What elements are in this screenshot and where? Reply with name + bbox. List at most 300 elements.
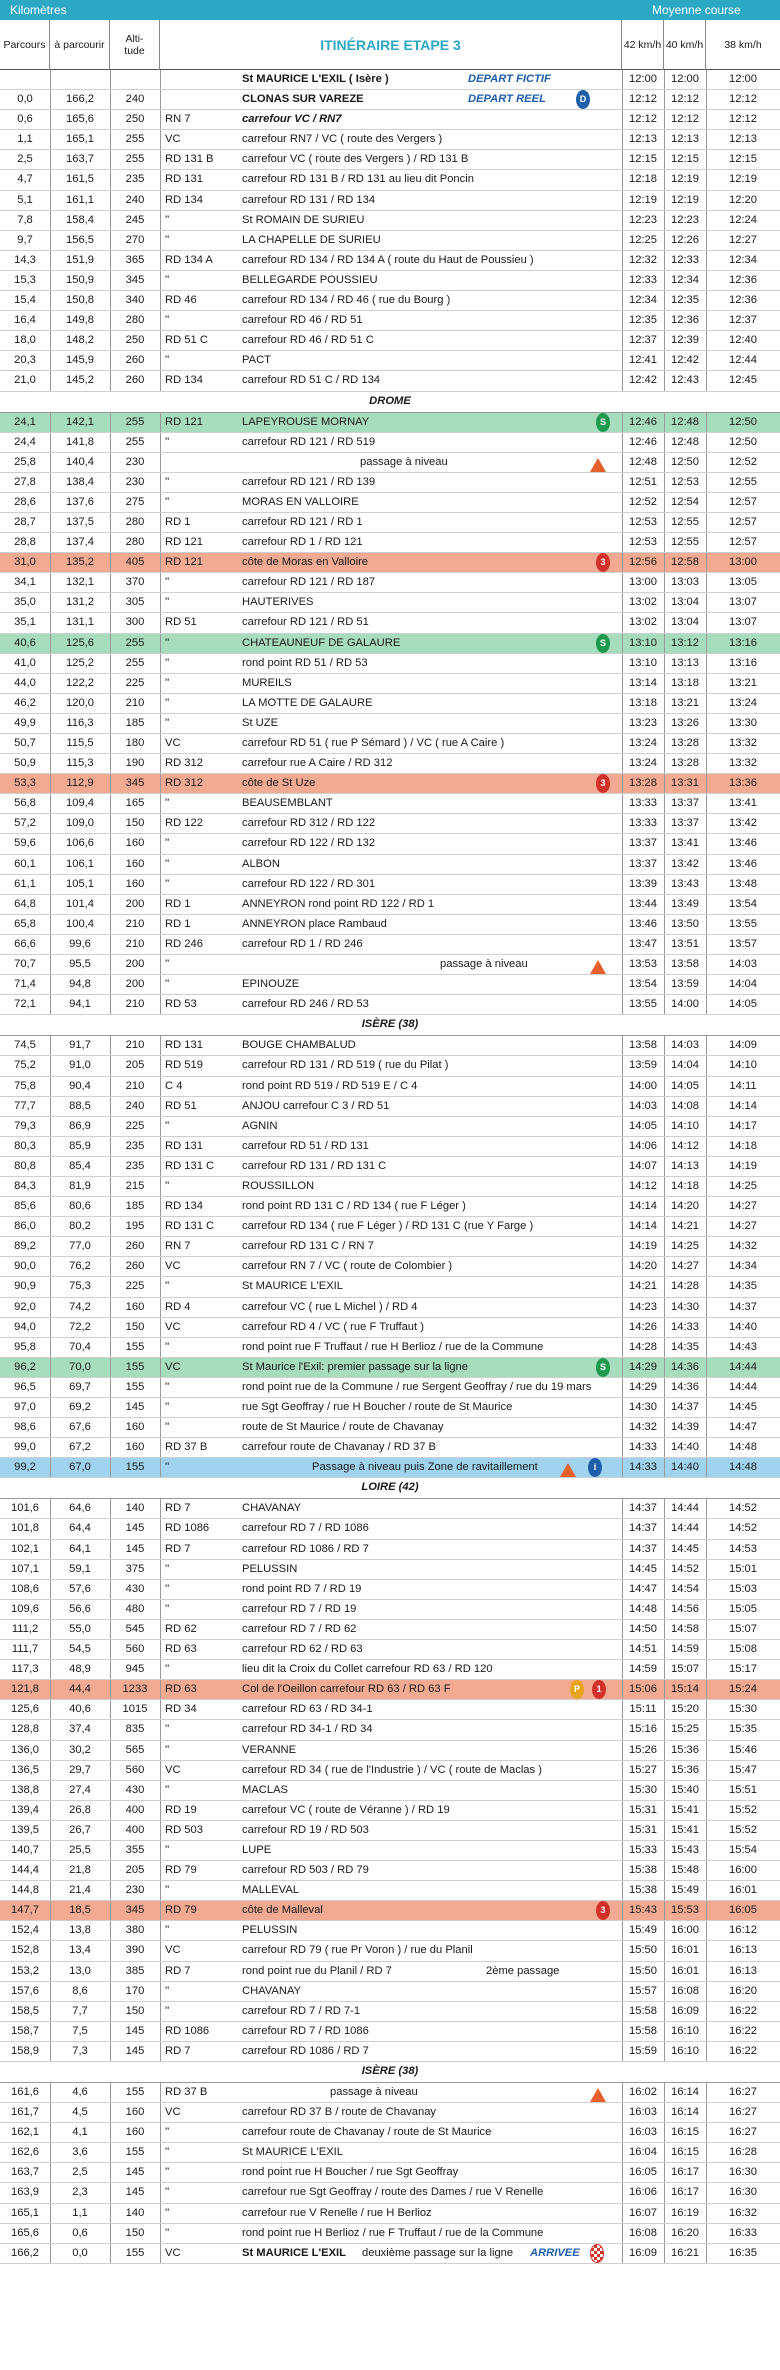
road: RD 131 C — [165, 1220, 215, 1233]
altitude: 945 — [125, 1663, 145, 1676]
column-divider — [160, 150, 161, 169]
table-row — [0, 1137, 780, 1157]
table-row — [0, 1540, 780, 1560]
km-remaining: 106,1 — [66, 857, 94, 870]
column-divider — [622, 1720, 623, 1739]
column-divider — [622, 2183, 623, 2202]
column-divider — [664, 694, 665, 713]
km-covered: 4,7 — [17, 173, 33, 186]
km-remaining: 131,1 — [66, 616, 94, 629]
km-remaining: 156,5 — [66, 233, 94, 246]
km-covered: 165,6 — [11, 2226, 39, 2239]
km-covered: 7,8 — [17, 213, 33, 226]
time-40: 14:28 — [671, 1280, 699, 1293]
column-divider — [622, 1982, 623, 2001]
column-divider — [50, 251, 51, 270]
location: carrefour RD 7 / RD 1086 — [242, 1522, 369, 1535]
road: RD 134 — [165, 1200, 203, 1213]
column-divider — [622, 1620, 623, 1639]
altitude: 370 — [125, 576, 145, 589]
km-remaining: 7,3 — [72, 2044, 88, 2057]
time-42: 13:47 — [629, 937, 657, 950]
time-38: 13:30 — [729, 716, 757, 729]
km-covered: 49,9 — [14, 716, 36, 729]
column-divider — [160, 1197, 161, 1216]
column-divider — [160, 794, 161, 813]
column-divider — [664, 1680, 665, 1699]
time-40: 12:54 — [671, 495, 699, 508]
location: EPINOUZE — [242, 978, 300, 991]
time-38: 14:40 — [729, 1320, 757, 1333]
road: '' — [165, 576, 170, 589]
column-divider — [706, 513, 707, 532]
km-remaining: 101,4 — [66, 897, 94, 910]
column-divider — [622, 1841, 623, 1860]
km-covered: 85,6 — [14, 1200, 36, 1213]
column-divider — [664, 1237, 665, 1256]
km-covered: 139,5 — [11, 1823, 39, 1836]
altitude: 230 — [125, 455, 145, 468]
time-40: 14:05 — [671, 1079, 699, 1092]
road: '' — [165, 1179, 170, 1192]
col-a-parcourir: à parcourir — [50, 20, 110, 70]
row-tag: ARRIVEE — [530, 2246, 580, 2259]
column-divider — [622, 1217, 623, 1236]
time-38: 12:57 — [729, 495, 757, 508]
table-row — [0, 2002, 780, 2022]
column-divider — [664, 1660, 665, 1679]
time-38: 16:30 — [729, 2186, 757, 2199]
time-42: 12:51 — [629, 475, 657, 488]
road: RD 503 — [165, 1823, 203, 1836]
time-40: 16:10 — [671, 2024, 699, 2037]
column-divider — [160, 995, 161, 1014]
table-row — [0, 2204, 780, 2224]
time-42: 15:27 — [629, 1763, 657, 1776]
column-divider — [622, 1861, 623, 1880]
location: carrefour RN 7 / VC ( route de Colombier ) — [242, 1260, 453, 1273]
altitude: 345 — [125, 273, 145, 286]
road: '' — [165, 213, 170, 226]
km-remaining: 145,9 — [66, 354, 94, 367]
road: RD 1 — [165, 897, 191, 910]
column-divider — [50, 995, 51, 1014]
location: carrefour RD 79 ( rue Pr Voron ) / rue du Planil — [242, 1944, 473, 1957]
table-row — [0, 634, 780, 654]
column-divider — [706, 694, 707, 713]
location: carrefour RD 131 / RD 134 — [242, 193, 376, 206]
time-40: 14:04 — [671, 1059, 699, 1072]
column-divider — [160, 593, 161, 612]
time-38: 13:42 — [729, 817, 757, 830]
location: carrefour RD 134 / RD 134 A ( route du Haut de Poussieu ) — [242, 253, 534, 266]
column-divider — [622, 1741, 623, 1760]
column-divider — [706, 593, 707, 612]
column-divider — [110, 1036, 111, 1055]
road: RD 312 — [165, 757, 203, 770]
column-divider — [110, 513, 111, 532]
column-divider — [664, 211, 665, 230]
column-divider — [706, 211, 707, 230]
column-divider — [110, 211, 111, 230]
table-row — [0, 2143, 780, 2163]
column-divider — [160, 1398, 161, 1417]
column-divider — [622, 1338, 623, 1357]
column-divider — [664, 513, 665, 532]
table-row — [0, 2083, 780, 2103]
column-divider — [110, 1861, 111, 1880]
column-divider — [664, 774, 665, 793]
time-40: 12:55 — [671, 536, 699, 549]
column-divider — [706, 794, 707, 813]
location: ANNEYRON place Rambaud — [242, 917, 387, 930]
km-remaining: 137,6 — [66, 495, 94, 508]
column-divider — [110, 734, 111, 753]
column-divider — [160, 2163, 161, 2182]
km-remaining: 56,6 — [69, 1602, 91, 1615]
column-divider — [706, 553, 707, 572]
column-divider — [160, 1821, 161, 1840]
time-42: 12:46 — [629, 415, 657, 428]
table-row — [0, 1781, 780, 1801]
column-divider — [706, 1901, 707, 1920]
row-note: passage à niveau — [360, 455, 448, 468]
column-divider — [50, 2123, 51, 2142]
km-remaining: 131,2 — [66, 596, 94, 609]
road: '' — [165, 1421, 170, 1434]
column-divider — [160, 331, 161, 350]
time-38: 16:22 — [729, 2004, 757, 2017]
km-remaining: 137,5 — [66, 515, 94, 528]
time-38: 14:32 — [729, 1240, 757, 1253]
column-divider — [160, 1921, 161, 1940]
altitude: 355 — [125, 1843, 145, 1856]
time-42: 15:49 — [629, 1924, 657, 1937]
column-divider — [160, 2103, 161, 2122]
km-remaining: 150,9 — [66, 273, 94, 286]
km-remaining: 112,9 — [66, 777, 94, 790]
column-divider — [706, 2244, 707, 2263]
km-remaining: 115,3 — [66, 757, 94, 770]
km-remaining: 80,6 — [69, 1200, 91, 1213]
altitude: 365 — [125, 253, 145, 266]
column-divider — [50, 855, 51, 874]
road: '' — [165, 1461, 170, 1474]
km-covered: 92,0 — [14, 1300, 36, 1313]
column-divider — [160, 1861, 161, 1880]
km-covered: 84,3 — [14, 1179, 36, 1192]
table-row — [0, 311, 780, 331]
column-divider — [50, 1821, 51, 1840]
location: Col de l'Oeillon carrefour RD 63 / RD 63 F — [242, 1683, 451, 1696]
column-divider — [622, 1378, 623, 1397]
road: VC — [165, 1763, 181, 1776]
level-crossing-warning-icon — [590, 2083, 606, 2102]
column-divider — [706, 1600, 707, 1619]
column-divider — [50, 513, 51, 532]
altitude: 200 — [125, 897, 145, 910]
time-42: 14:23 — [629, 1300, 657, 1313]
location: carrefour RD 312 / RD 122 — [242, 817, 376, 830]
road: RD 131 — [165, 1139, 203, 1152]
time-40: 13:28 — [671, 757, 699, 770]
km-covered: 163,9 — [11, 2186, 39, 2199]
altitude: 240 — [125, 1099, 145, 1112]
km-covered: 56,8 — [14, 797, 36, 810]
column-divider — [110, 1318, 111, 1337]
column-divider — [664, 855, 665, 874]
altitude: 255 — [125, 415, 145, 428]
time-40: 16:14 — [671, 2106, 699, 2119]
column-divider — [160, 2022, 161, 2041]
column-divider — [664, 251, 665, 270]
column-divider — [706, 1580, 707, 1599]
altitude: 205 — [125, 1059, 145, 1072]
column-divider — [50, 1941, 51, 1960]
column-divider — [622, 694, 623, 713]
table-row — [0, 70, 780, 90]
column-divider — [664, 714, 665, 733]
column-divider — [706, 754, 707, 773]
time-40: 14:45 — [671, 1542, 699, 1555]
km-covered: 24,4 — [14, 435, 36, 448]
altitude: 140 — [125, 1502, 145, 1515]
column-divider — [110, 834, 111, 853]
column-divider — [50, 311, 51, 330]
km-remaining: 74,2 — [69, 1300, 91, 1313]
road: VC — [165, 737, 181, 749]
km-covered: 24,1 — [14, 415, 36, 428]
column-divider — [160, 110, 161, 129]
road: RD 34 — [165, 1703, 197, 1716]
column-divider — [622, 1941, 623, 1960]
table-row — [0, 1881, 780, 1901]
time-38: 12:36 — [729, 273, 757, 286]
time-40: 12:48 — [671, 415, 699, 428]
km-remaining: 7,5 — [72, 2024, 88, 2037]
column-divider — [50, 794, 51, 813]
time-38: 16:35 — [729, 2246, 757, 2259]
column-divider — [50, 1157, 51, 1176]
time-40: 14:20 — [671, 1200, 699, 1213]
column-divider — [50, 1801, 51, 1820]
time-40: 14:18 — [671, 1179, 699, 1192]
table-row — [0, 533, 780, 553]
time-42: 12:15 — [629, 153, 657, 166]
column-divider — [664, 1962, 665, 1981]
column-divider — [50, 1720, 51, 1739]
time-38: 13:00 — [729, 556, 757, 569]
table-row — [0, 1761, 780, 1781]
altitude: 235 — [125, 173, 145, 186]
column-divider — [706, 351, 707, 370]
road: '' — [165, 1723, 170, 1736]
column-divider — [160, 634, 161, 653]
time-38: 16:27 — [729, 2126, 757, 2139]
column-divider — [160, 875, 161, 894]
km-covered: 99,2 — [14, 1461, 36, 1474]
column-divider — [110, 1177, 111, 1196]
time-38: 14:37 — [729, 1300, 757, 1313]
time-38: 15:35 — [729, 1723, 757, 1736]
column-divider — [160, 1157, 161, 1176]
location: carrefour RD 1 / RD 121 — [242, 536, 363, 549]
km-covered: 1,1 — [17, 133, 33, 146]
time-38: 14:48 — [729, 1441, 757, 1454]
table-row — [0, 513, 780, 533]
climb-cat3-icon: 3 — [596, 553, 610, 572]
column-divider — [664, 1540, 665, 1559]
road: '' — [165, 857, 170, 870]
column-divider — [50, 714, 51, 733]
location: carrefour RD 134 / RD 46 ( rue du Bourg ) — [242, 294, 451, 307]
km-covered: 140,7 — [11, 1843, 39, 1856]
column-divider — [50, 1660, 51, 1679]
km-covered: 121,8 — [11, 1683, 39, 1696]
column-divider — [706, 1801, 707, 1820]
column-divider — [50, 493, 51, 512]
time-40: 16:15 — [671, 2126, 699, 2139]
km-remaining: 69,2 — [69, 1401, 91, 1413]
altitude: 280 — [125, 515, 145, 528]
time-42: 12:25 — [629, 233, 657, 246]
time-42: 12:12 — [629, 113, 657, 126]
time-42: 16:04 — [629, 2146, 657, 2159]
column-divider — [622, 211, 623, 230]
km-covered: 138,8 — [11, 1783, 39, 1796]
location: BELLEGARDE POUSSIEU — [242, 273, 378, 286]
column-divider — [622, 130, 623, 149]
altitude: 160 — [125, 2126, 145, 2139]
column-divider — [622, 935, 623, 954]
time-40: 12:12 — [671, 113, 699, 126]
location: carrefour RD 63 / RD 34-1 — [242, 1703, 373, 1716]
time-40: 16:15 — [671, 2146, 699, 2159]
column-divider — [706, 453, 707, 472]
column-divider — [664, 1157, 665, 1176]
km-remaining: 145,2 — [66, 374, 94, 387]
column-divider — [622, 1560, 623, 1579]
altitude: 180 — [125, 737, 145, 749]
road: RD 7 — [165, 1964, 191, 1977]
altitude: 560 — [125, 1763, 145, 1776]
column-divider — [706, 634, 707, 653]
km-remaining: 37,4 — [69, 1723, 91, 1736]
altitude: 560 — [125, 1643, 145, 1656]
time-40: 13:49 — [671, 897, 699, 910]
time-40: 13:42 — [671, 857, 699, 870]
time-42: 13:24 — [629, 757, 657, 770]
time-38: 14:35 — [729, 1280, 757, 1293]
time-42: 14:20 — [629, 1260, 657, 1273]
column-divider — [110, 150, 111, 169]
column-divider — [160, 1560, 161, 1579]
column-divider — [622, 593, 623, 612]
time-42: 14:47 — [629, 1582, 657, 1595]
column-divider — [50, 895, 51, 914]
column-divider — [622, 2123, 623, 2142]
altitude: 345 — [125, 777, 145, 790]
column-divider — [160, 1338, 161, 1357]
km-covered: 158,9 — [11, 2044, 39, 2057]
column-divider — [664, 2244, 665, 2263]
time-42: 13:53 — [629, 958, 657, 971]
altitude: 1233 — [122, 1683, 148, 1696]
column-divider — [160, 1499, 161, 1518]
column-divider — [622, 231, 623, 250]
time-40: 13:50 — [671, 917, 699, 930]
km-remaining: 161,5 — [66, 173, 94, 186]
location: carrefour RD 121 / RD 519 — [242, 435, 376, 448]
km-remaining: 150,8 — [66, 294, 94, 307]
km-covered: 46,2 — [14, 696, 36, 709]
km-covered: 44,0 — [14, 676, 36, 689]
time-38: 12:50 — [729, 435, 757, 448]
column-divider — [664, 1519, 665, 1538]
table-row — [0, 2042, 780, 2062]
column-divider — [706, 1720, 707, 1739]
column-divider — [160, 251, 161, 270]
altitude: 210 — [125, 937, 145, 950]
time-42: 14:14 — [629, 1220, 657, 1233]
time-42: 14:29 — [629, 1380, 657, 1393]
time-42: 14:07 — [629, 1159, 657, 1172]
column-divider — [664, 331, 665, 350]
column-divider — [160, 1962, 161, 1981]
col-altitude: Alti-tude — [110, 20, 160, 70]
road: RD 7 — [165, 1542, 191, 1555]
road — [165, 70, 240, 89]
altitude: 210 — [125, 998, 145, 1011]
column-divider — [50, 634, 51, 653]
km-remaining: 161,1 — [66, 193, 94, 206]
table-row — [0, 1117, 780, 1137]
time-38: 13:16 — [729, 636, 757, 649]
column-divider — [160, 2083, 161, 2102]
time-38: 13:07 — [729, 616, 757, 629]
time-38: 12:57 — [729, 515, 757, 528]
column-divider — [50, 533, 51, 552]
km-covered: 74,5 — [14, 1039, 36, 1052]
time-38: 16:12 — [729, 1924, 757, 1937]
column-divider — [110, 453, 111, 472]
column-divider — [664, 2042, 665, 2061]
altitude: 145 — [125, 2044, 145, 2057]
altitude: 430 — [125, 1582, 145, 1595]
time-40: 15:43 — [671, 1843, 699, 1856]
column-divider — [664, 1338, 665, 1357]
location: St Maurice l'Exil: premier passage sur la ligne — [242, 1360, 468, 1373]
altitude: 160 — [125, 857, 145, 870]
time-40: 13:31 — [671, 777, 699, 790]
location: St UZE — [242, 716, 279, 729]
km-covered: 117,3 — [11, 1663, 39, 1676]
km-remaining: 81,9 — [69, 1179, 91, 1192]
altitude: 375 — [125, 1562, 145, 1575]
time-42: 14:21 — [629, 1280, 657, 1293]
altitude: 235 — [125, 1139, 145, 1152]
time-42: 15:58 — [629, 2004, 657, 2017]
column-divider — [50, 834, 51, 853]
column-divider — [160, 1680, 161, 1699]
road: RD 19 — [165, 1803, 197, 1816]
column-divider — [664, 130, 665, 149]
road: '' — [165, 1582, 170, 1595]
column-divider — [160, 2002, 161, 2021]
time-38: 13:24 — [729, 696, 757, 709]
altitude: 150 — [125, 2226, 145, 2239]
column-divider — [622, 1821, 623, 1840]
